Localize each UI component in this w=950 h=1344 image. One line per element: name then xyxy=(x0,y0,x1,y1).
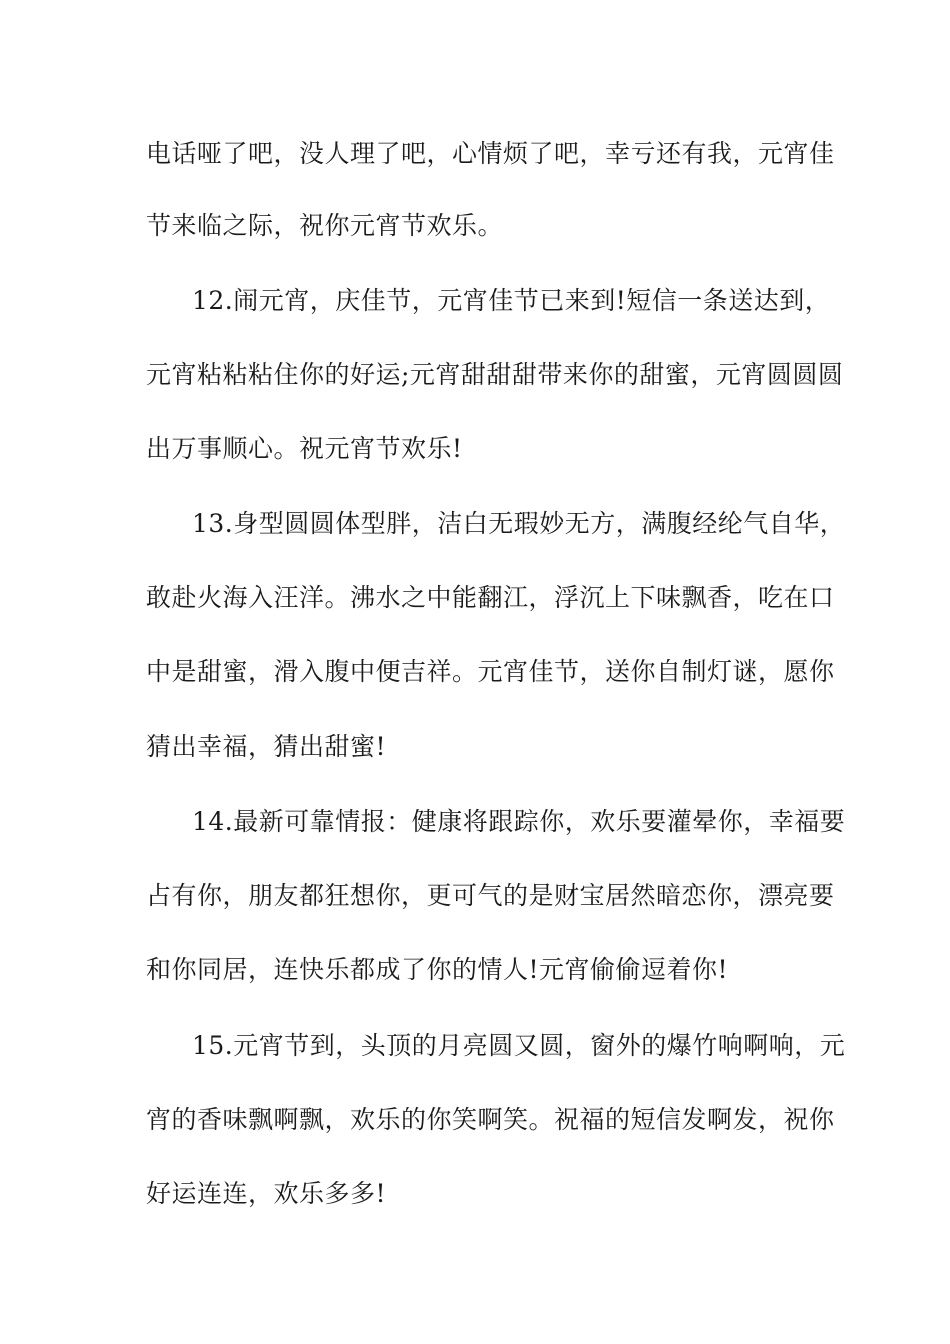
text-line: 好运连连，欢乐多多! xyxy=(146,1179,387,1208)
text-line: 敢赴火海入汪洋。沸水之中能翻江，浮沉上下味飘香，吃在口 xyxy=(146,583,835,612)
paragraph-13-line: 13.身型圆圆体型胖，洁白无瑕妙无方，满腹经纶气自华， xyxy=(192,509,846,538)
text-line: 和你同居，连快乐都成了你的情人!元宵偷偷逗着你! xyxy=(146,955,729,984)
text-line: 占有你，朋友都狂想你，更可气的是财宝居然暗恋你，漂亮要 xyxy=(146,881,835,910)
text-line: 元宵粘粘粘住你的好运;元宵甜甜甜带来你的甜蜜，元宵圆圆圆 xyxy=(146,360,844,389)
paragraph-12-line: 12.闹元宵，庆佳节，元宵佳节已来到!短信一条送达到， xyxy=(192,286,831,315)
paragraph-14-line: 14.最新可靠情报：健康将跟踪你，欢乐要灌晕你，幸福要 xyxy=(192,807,846,836)
text-line: 中是甜蜜，滑入腹中便吉祥。元宵佳节，送你自制灯谜，愿你 xyxy=(146,657,835,686)
text-line: 电话哑了吧，没人理了吧，心情烦了吧，幸亏还有我，元宵佳 xyxy=(146,139,835,168)
text-line: 节来临之际，祝你元宵节欢乐。 xyxy=(146,211,504,240)
text-line: 猜出幸福，猜出甜蜜! xyxy=(146,732,387,761)
text-line: 出万事顺心。祝元宵节欢乐! xyxy=(146,434,463,463)
text-line: 宵的香味飘啊飘，欢乐的你笑啊笑。祝福的短信发啊发，祝你 xyxy=(146,1105,835,1134)
paragraph-15-line: 15.元宵节到，头顶的月亮圆又圆，窗外的爆竹响啊响，元 xyxy=(192,1031,846,1060)
